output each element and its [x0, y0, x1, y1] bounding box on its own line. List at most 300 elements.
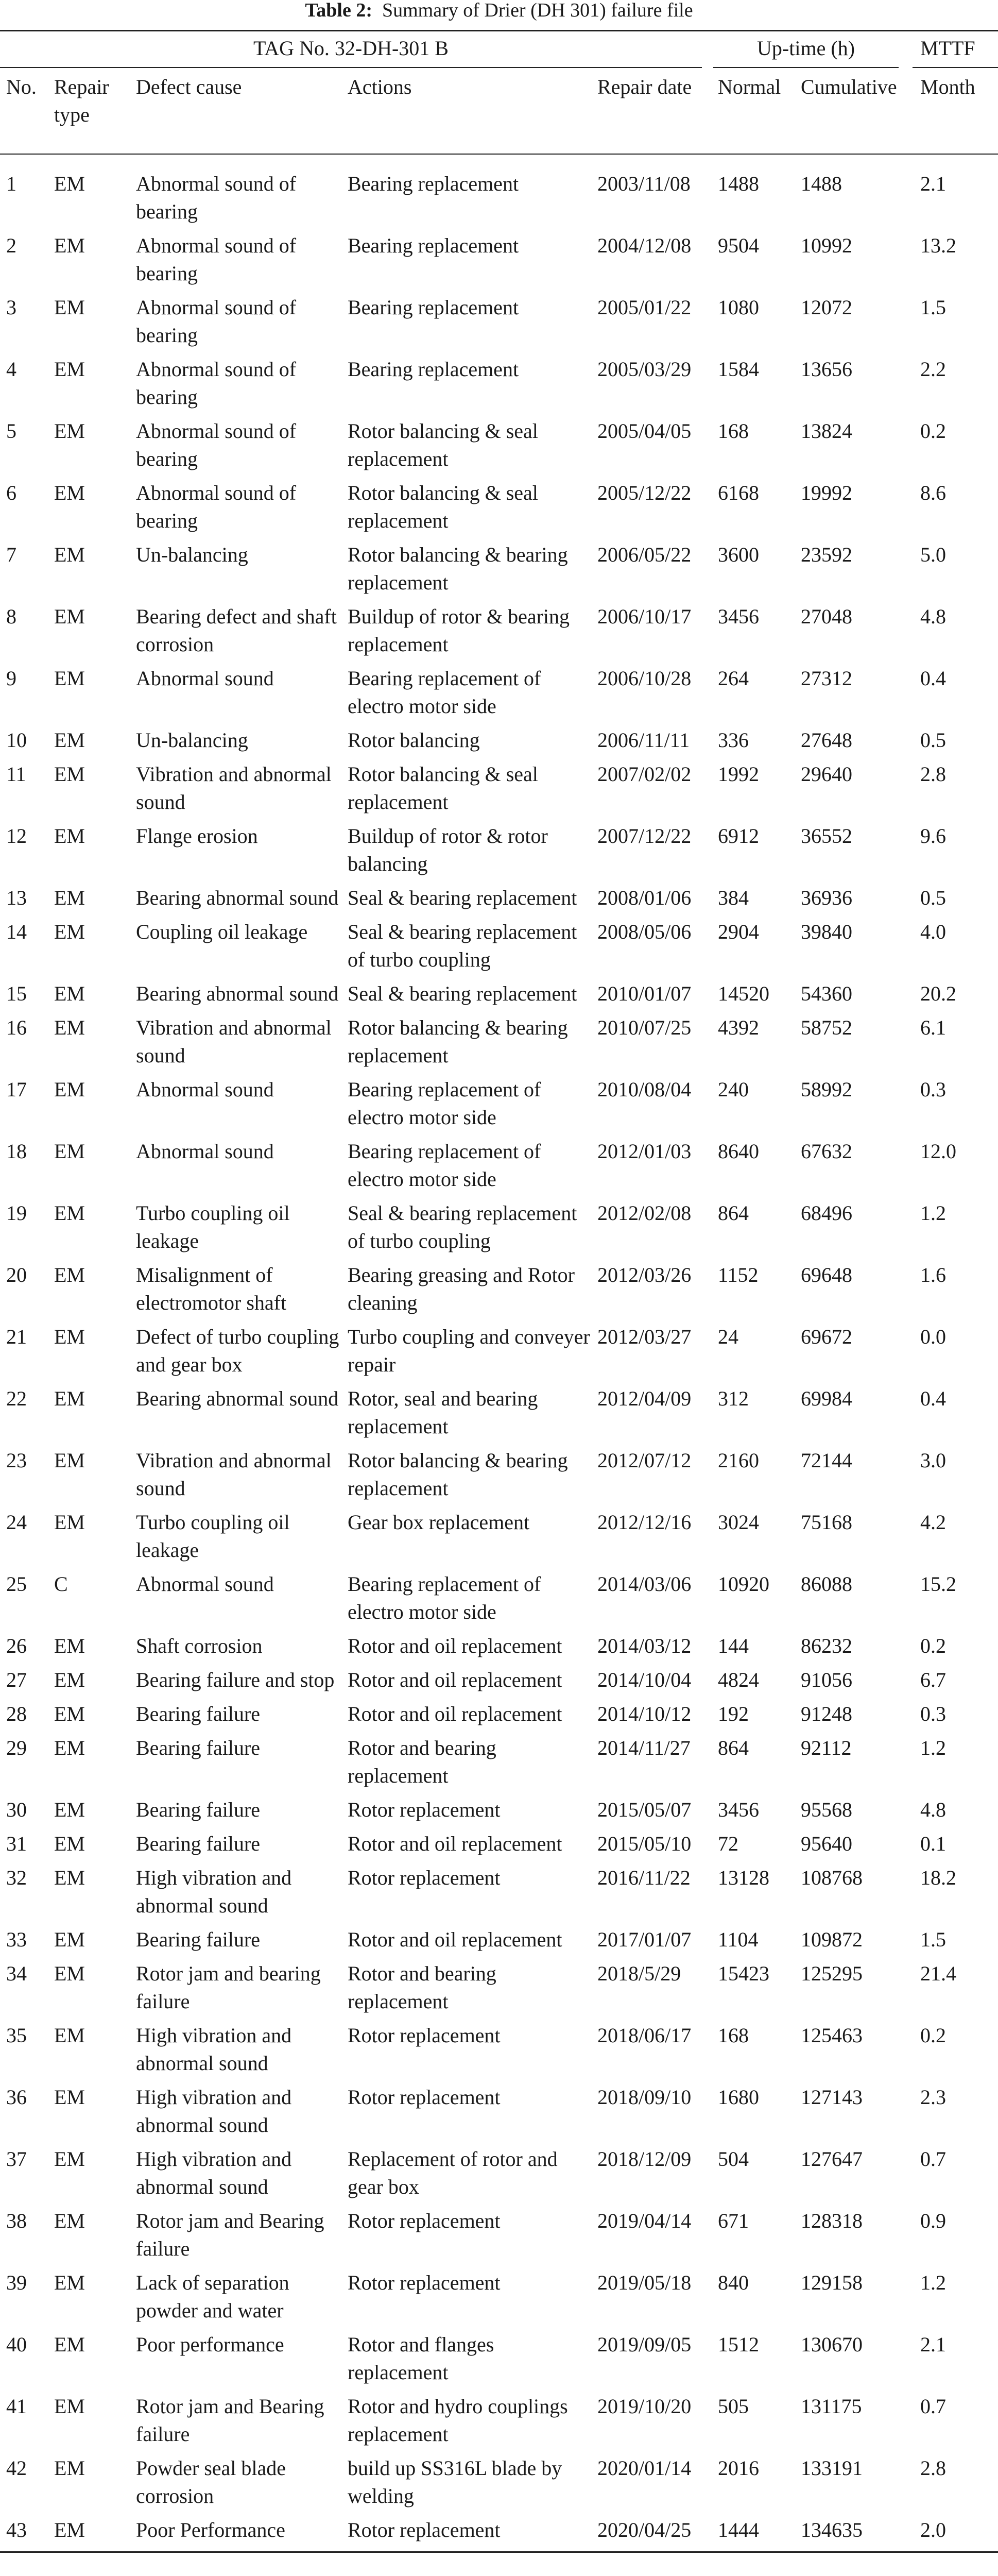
cell-repair-type: EM	[54, 296, 85, 319]
cell-actions: Rotor and oil replacement	[348, 1634, 562, 1657]
table-row	[0, 726, 998, 760]
cell-repair-date: 2012/12/16	[597, 1511, 692, 1534]
cell-repair-date: 2008/05/06	[597, 920, 692, 943]
cell-cumulative: 92112	[801, 1736, 852, 1759]
table-row	[0, 294, 998, 355]
cell-actions: Bearing replacement	[348, 172, 519, 195]
cell-actions: Rotor and bearing replacement	[348, 1962, 496, 2013]
cell-repair-date: 2020/04/25	[597, 2518, 692, 2541]
cell-cumulative: 12072	[801, 296, 852, 319]
cell-repair-date: 2005/04/05	[597, 419, 692, 443]
cell-mttf: 2.1	[920, 2333, 946, 2356]
cell-defect-cause: Rotor jam and Bearing failure	[136, 2209, 324, 2260]
cell-repair-date: 2014/03/06	[597, 1572, 692, 1596]
cell-actions: Gear box replacement	[348, 1511, 530, 1534]
cell-normal: 384	[718, 886, 749, 909]
cell-repair-date: 2019/10/20	[597, 2395, 692, 2418]
cell-defect-cause: Poor performance	[136, 2333, 284, 2356]
cell-normal: 2160	[718, 1449, 759, 1472]
cell-cumulative: 91056	[801, 1668, 852, 1691]
table-row	[0, 1199, 998, 1261]
cell-actions: Seal & bearing replacement	[348, 886, 577, 909]
cell-normal: 4824	[718, 1668, 759, 1691]
cell-repair-date: 2014/10/04	[597, 1668, 692, 1691]
cell-cumulative: 19992	[801, 481, 852, 504]
cell-normal: 10920	[718, 1572, 769, 1596]
cell-no: 3	[6, 296, 16, 319]
cell-normal: 72	[718, 1832, 738, 1855]
cell-no: 12	[6, 824, 27, 848]
cell-actions: Rotor and oil replacement	[348, 1702, 562, 1725]
cell-normal: 671	[718, 2209, 749, 2232]
cell-no: 4	[6, 358, 16, 381]
cell-cumulative: 95568	[801, 1798, 852, 1821]
cell-cumulative: 36552	[801, 824, 852, 848]
cell-normal: 144	[718, 1634, 749, 1657]
cell-no: 33	[6, 1928, 27, 1951]
cell-no: 22	[6, 1387, 27, 1410]
cell-mttf: 1.5	[920, 296, 946, 319]
cell-mttf: 0.4	[920, 667, 946, 690]
tag-header: TAG No. 32-DH-301 B	[253, 37, 449, 60]
cell-repair-type: EM	[54, 1736, 85, 1759]
cell-actions: Bearing replacement	[348, 358, 519, 381]
table-row	[0, 2393, 998, 2454]
cell-repair-date: 2015/05/07	[597, 1798, 692, 1821]
cell-normal: 2904	[718, 920, 759, 943]
cell-normal: 24	[718, 1325, 738, 1348]
cell-defect-cause: Abnormal sound of bearing	[136, 234, 297, 285]
cell-cumulative: 27648	[801, 728, 852, 752]
cell-defect-cause: Turbo coupling oil leakage	[136, 1201, 290, 1252]
cell-repair-type: EM	[54, 1866, 85, 1889]
cell-normal: 864	[718, 1201, 749, 1225]
cell-mttf: 4.0	[920, 920, 946, 943]
cell-normal: 264	[718, 667, 749, 690]
table-row	[0, 1700, 998, 1734]
cell-normal: 2016	[718, 2456, 759, 2480]
cell-repair-type: EM	[54, 762, 85, 786]
col-header-normal: Normal	[718, 75, 781, 98]
cell-mttf: 3.0	[920, 1449, 946, 1472]
table-top-rule	[0, 30, 998, 31]
cell-mttf: 8.6	[920, 481, 946, 504]
cell-defect-cause: Un-balancing	[136, 543, 248, 566]
cell-cumulative: 130670	[801, 2333, 863, 2356]
cell-no: 28	[6, 1702, 27, 1725]
cell-defect-cause: Abnormal sound of bearing	[136, 419, 297, 470]
cell-mttf: 1.2	[920, 2271, 946, 2294]
cell-repair-type: EM	[54, 667, 85, 690]
cell-actions: Rotor replacement	[348, 2024, 501, 2047]
cell-actions: Rotor replacement	[348, 2271, 501, 2294]
cell-repair-type: EM	[54, 920, 85, 943]
cell-no: 21	[6, 1325, 27, 1348]
cell-no: 32	[6, 1866, 27, 1889]
cell-mttf: 0.3	[920, 1078, 946, 1101]
table-row	[0, 2022, 998, 2083]
cell-mttf: 5.0	[920, 543, 946, 566]
cell-mttf: 0.7	[920, 2147, 946, 2171]
col-header-month: Month	[920, 75, 975, 98]
cell-repair-type: EM	[54, 172, 85, 195]
cell-repair-date: 2014/11/27	[597, 1736, 691, 1759]
cell-repair-type: EM	[54, 358, 85, 381]
cell-actions: Bearing greasing and Rotor cleaning	[348, 1263, 575, 1314]
cell-cumulative: 10992	[801, 234, 852, 257]
cell-repair-date: 2012/07/12	[597, 1449, 692, 1472]
caption-text: Summary of Drier (DH 301) failure file	[382, 0, 693, 21]
cell-repair-date: 2019/04/14	[597, 2209, 692, 2232]
cell-mttf: 0.4	[920, 1387, 946, 1410]
table-row	[0, 918, 998, 980]
cell-mttf: 2.1	[920, 172, 946, 195]
table-row	[0, 2331, 998, 2393]
cell-defect-cause: Vibration and abnormal sound	[136, 1016, 332, 1067]
cell-repair-date: 2012/04/09	[597, 1387, 692, 1410]
cell-repair-date: 2010/01/07	[597, 982, 692, 1005]
cell-defect-cause: Bearing failure	[136, 1702, 260, 1725]
cell-cumulative: 36936	[801, 886, 852, 909]
cell-actions: Rotor and oil replacement	[348, 1928, 562, 1951]
cell-repair-date: 2015/05/10	[597, 1832, 692, 1855]
cell-actions: Seal & bearing replacement of turbo coupling	[348, 1201, 577, 1252]
table-row	[0, 1926, 998, 1960]
cell-repair-type: EM	[54, 886, 85, 909]
cell-cumulative: 125295	[801, 1962, 863, 1985]
cell-repair-type: EM	[54, 1668, 85, 1691]
col-header-repair-date: Repair date	[597, 75, 692, 98]
cell-repair-type: EM	[54, 2395, 85, 2418]
cell-cumulative: 91248	[801, 1702, 852, 1725]
cell-normal: 840	[718, 2271, 749, 2294]
table-row	[0, 1323, 998, 1385]
cell-no: 1	[6, 172, 16, 195]
cell-no: 25	[6, 1572, 27, 1596]
cell-no: 20	[6, 1263, 27, 1286]
cell-repair-date: 2016/11/22	[597, 1866, 691, 1889]
cell-repair-date: 2019/05/18	[597, 2271, 692, 2294]
cell-defect-cause: Lack of separation powder and water	[136, 2271, 289, 2322]
cell-repair-type: EM	[54, 1798, 85, 1821]
cell-no: 37	[6, 2147, 27, 2171]
cell-normal: 3600	[718, 543, 759, 566]
cell-repair-type: C	[54, 1572, 68, 1596]
cell-repair-date: 2005/12/22	[597, 481, 692, 504]
cell-normal: 336	[718, 728, 749, 752]
cell-actions: Rotor replacement	[348, 1798, 501, 1821]
cell-actions: Bearing replacement of electro motor side	[348, 1572, 541, 1623]
cell-actions: Seal & bearing replacement of turbo coupling	[348, 920, 577, 971]
table-row	[0, 1830, 998, 1864]
cell-repair-date: 2007/12/22	[597, 824, 692, 848]
cell-defect-cause: Misalignment of electromotor shaft	[136, 1263, 287, 1314]
cell-mttf: 4.8	[920, 605, 946, 628]
cell-normal: 505	[718, 2395, 749, 2418]
cell-normal: 3456	[718, 605, 759, 628]
cell-cumulative: 39840	[801, 920, 852, 943]
cell-defect-cause: Abnormal sound of bearing	[136, 358, 297, 409]
cell-repair-type: EM	[54, 1449, 85, 1472]
table-row	[0, 1796, 998, 1830]
cell-no: 17	[6, 1078, 27, 1101]
cell-cumulative: 27312	[801, 667, 852, 690]
cell-mttf: 0.7	[920, 2395, 946, 2418]
table-row	[0, 2207, 998, 2269]
cell-no: 2	[6, 234, 16, 257]
cell-repair-date: 2004/12/08	[597, 234, 692, 257]
cell-repair-date: 2007/02/02	[597, 762, 692, 786]
cell-defect-cause: Turbo coupling oil leakage	[136, 1511, 290, 1562]
cell-cumulative: 134635	[801, 2518, 863, 2541]
cell-defect-cause: Bearing failure	[136, 1832, 260, 1855]
cell-no: 16	[6, 1016, 27, 1039]
cell-defect-cause: Vibration and abnormal sound	[136, 762, 332, 814]
cell-cumulative: 69648	[801, 1263, 852, 1286]
cell-normal: 6912	[718, 824, 759, 848]
cell-cumulative: 95640	[801, 1832, 852, 1855]
cell-cumulative: 86232	[801, 1634, 852, 1657]
cell-no: 29	[6, 1736, 27, 1759]
cell-repair-date: 2012/03/27	[597, 1325, 692, 1348]
cell-cumulative: 72144	[801, 1449, 852, 1472]
cell-no: 38	[6, 2209, 27, 2232]
cell-actions: Rotor and oil replacement	[348, 1832, 562, 1855]
cell-no: 8	[6, 605, 16, 628]
cell-repair-date: 2018/12/09	[597, 2147, 692, 2171]
cell-repair-type: EM	[54, 1016, 85, 1039]
cell-repair-date: 2012/01/03	[597, 1140, 692, 1163]
cell-mttf: 6.7	[920, 1668, 946, 1691]
cell-repair-type: EM	[54, 824, 85, 848]
cell-actions: Bearing replacement of electro motor side	[348, 1078, 541, 1129]
uptime-group-header: Up-time (h)	[757, 37, 855, 60]
cell-no: 24	[6, 1511, 27, 1534]
cell-repair-date: 2014/10/12	[597, 1702, 692, 1725]
table-row	[0, 665, 998, 726]
cell-normal: 1152	[718, 1263, 759, 1286]
cell-repair-type: EM	[54, 234, 85, 257]
cell-repair-date: 2018/5/29	[597, 1962, 681, 1985]
table-row	[0, 541, 998, 603]
table-row	[0, 1864, 998, 1926]
cell-mttf: 2.0	[920, 2518, 946, 2541]
cell-mttf: 0.1	[920, 1832, 946, 1855]
table-row	[0, 1570, 998, 1632]
cell-defect-cause: Abnormal sound	[136, 1078, 274, 1101]
cell-actions: Rotor and hydro couplings replacement	[348, 2395, 568, 2446]
cell-actions: Bearing replacement of electro motor side	[348, 1140, 541, 1191]
cell-actions: Rotor balancing & seal replacement	[348, 762, 538, 814]
cell-repair-type: EM	[54, 419, 85, 443]
cell-repair-type: EM	[54, 1078, 85, 1101]
table-row	[0, 1014, 998, 1076]
cell-no: 40	[6, 2333, 27, 2356]
mttf-underline	[913, 67, 998, 68]
cell-defect-cause: Abnormal sound	[136, 1572, 274, 1596]
cell-repair-type: EM	[54, 2271, 85, 2294]
cell-defect-cause: High vibration and abnormal sound	[136, 2086, 292, 2137]
table-row	[0, 884, 998, 918]
cell-repair-type: EM	[54, 2086, 85, 2109]
cell-cumulative: 131175	[801, 2395, 862, 2418]
cell-cumulative: 69672	[801, 1325, 852, 1348]
cell-no: 10	[6, 728, 27, 752]
cell-cumulative: 128318	[801, 2209, 863, 2232]
cell-no: 41	[6, 2395, 27, 2418]
cell-mttf: 2.8	[920, 2456, 946, 2480]
cell-repair-type: EM	[54, 1928, 85, 1951]
cell-normal: 1444	[718, 2518, 759, 2541]
cell-repair-type: EM	[54, 1511, 85, 1534]
cell-normal: 13128	[718, 1866, 769, 1889]
cell-defect-cause: Bearing abnormal sound	[136, 886, 339, 909]
col-header-cumulative: Cumulative	[801, 75, 897, 98]
cell-cumulative: 129158	[801, 2271, 863, 2294]
col-header-actions: Actions	[348, 75, 412, 98]
cell-defect-cause: Bearing defect and shaft corrosion	[136, 605, 337, 656]
cell-repair-type: EM	[54, 1962, 85, 1985]
cell-repair-type: EM	[54, 2518, 85, 2541]
cell-repair-date: 2012/02/08	[597, 1201, 692, 1225]
cell-normal: 240	[718, 1078, 749, 1101]
cell-no: 7	[6, 543, 16, 566]
cell-repair-date: 2010/07/25	[597, 1016, 692, 1039]
cell-cumulative: 133191	[801, 2456, 863, 2480]
table-row	[0, 822, 998, 884]
cell-actions: Turbo coupling and conveyer repair	[348, 1325, 590, 1376]
cell-normal: 4392	[718, 1016, 759, 1039]
cell-defect-cause: Bearing failure and stop	[136, 1668, 335, 1691]
table-row	[0, 2516, 998, 2550]
cell-repair-date: 2008/01/06	[597, 886, 692, 909]
cell-normal: 1104	[718, 1928, 759, 1951]
cell-repair-type: EM	[54, 481, 85, 504]
cell-mttf: 2.3	[920, 2086, 946, 2109]
cell-repair-date: 2006/11/11	[597, 728, 690, 752]
cell-cumulative: 125463	[801, 2024, 863, 2047]
table-row	[0, 355, 998, 417]
table-row	[0, 2269, 998, 2331]
cell-no: 34	[6, 1962, 27, 1985]
cell-defect-cause: Abnormal sound	[136, 1140, 274, 1163]
cell-repair-type: EM	[54, 2456, 85, 2480]
cell-no: 6	[6, 481, 16, 504]
cell-repair-type: EM	[54, 2333, 85, 2356]
cell-actions: Rotor balancing & seal replacement	[348, 419, 538, 470]
table-caption	[0, 0, 998, 30]
cell-normal: 1584	[718, 358, 759, 381]
table-row	[0, 1447, 998, 1509]
cell-no: 42	[6, 2456, 27, 2480]
tag-underline	[0, 67, 702, 68]
cell-actions: Rotor and bearing replacement	[348, 1736, 496, 1787]
cell-cumulative: 54360	[801, 982, 852, 1005]
cell-no: 9	[6, 667, 16, 690]
table-row	[0, 1261, 998, 1323]
cell-no: 39	[6, 2271, 27, 2294]
cell-cumulative: 13824	[801, 419, 852, 443]
cell-no: 36	[6, 2086, 27, 2109]
cell-repair-type: EM	[54, 2024, 85, 2047]
cell-actions: Seal & bearing replacement	[348, 982, 577, 1005]
cell-defect-cause: Abnormal sound of bearing	[136, 172, 297, 223]
cell-defect-cause: Defect of turbo coupling and gear box	[136, 1325, 339, 1376]
cell-mttf: 4.8	[920, 1798, 946, 1821]
cell-actions: Bearing replacement	[348, 296, 519, 319]
cell-repair-type: EM	[54, 1325, 85, 1348]
cell-defect-cause: Bearing failure	[136, 1928, 260, 1951]
cell-mttf: 15.2	[920, 1572, 956, 1596]
cell-cumulative: 109872	[801, 1928, 863, 1951]
cell-no: 30	[6, 1798, 27, 1821]
cell-actions: Bearing replacement	[348, 234, 519, 257]
cell-defect-cause: Un-balancing	[136, 728, 248, 752]
cell-repair-date: 2020/01/14	[597, 2456, 692, 2480]
table-row	[0, 1632, 998, 1666]
table-row	[0, 2083, 998, 2145]
cell-mttf: 1.2	[920, 1201, 946, 1225]
caption-label: Table 2:	[305, 0, 372, 21]
cell-actions: Rotor and oil replacement	[348, 1668, 562, 1691]
cell-cumulative: 58992	[801, 1078, 852, 1101]
cell-cumulative: 23592	[801, 543, 852, 566]
cell-repair-date: 2012/03/26	[597, 1263, 692, 1286]
cell-repair-type: EM	[54, 1634, 85, 1657]
cell-defect-cause: Bearing failure	[136, 1798, 260, 1821]
cell-normal: 14520	[718, 982, 769, 1005]
cell-mttf: 1.5	[920, 1928, 946, 1951]
cell-cumulative: 127647	[801, 2147, 863, 2171]
cell-repair-type: EM	[54, 1263, 85, 1286]
cell-no: 15	[6, 982, 27, 1005]
cell-no: 13	[6, 886, 27, 909]
cell-actions: Rotor replacement	[348, 2086, 501, 2109]
cell-mttf: 1.6	[920, 1263, 946, 1286]
cell-normal: 8640	[718, 1140, 759, 1163]
uptime-underline	[713, 67, 899, 68]
cell-normal: 3024	[718, 1511, 759, 1534]
cell-actions: build up SS316L blade by welding	[348, 2456, 562, 2507]
cell-normal: 1680	[718, 2086, 759, 2109]
cell-normal: 6168	[718, 481, 759, 504]
table-row	[0, 1734, 998, 1796]
cell-cumulative: 86088	[801, 1572, 852, 1596]
cell-actions: Rotor balancing	[348, 728, 480, 752]
cell-normal: 168	[718, 419, 749, 443]
cell-actions: Rotor, seal and bearing replacement	[348, 1387, 538, 1438]
cell-defect-cause: Abnormal sound	[136, 667, 274, 690]
cell-repair-type: EM	[54, 605, 85, 628]
cell-repair-type: EM	[54, 1201, 85, 1225]
cell-actions: Buildup of rotor & rotor balancing	[348, 824, 548, 875]
cell-cumulative: 29640	[801, 762, 852, 786]
table-row	[0, 1138, 998, 1199]
cell-normal: 312	[718, 1387, 749, 1410]
cell-cumulative: 108768	[801, 1866, 863, 1889]
cell-repair-date: 2006/10/28	[597, 667, 692, 690]
cell-normal: 1512	[718, 2333, 759, 2356]
cell-actions: Buildup of rotor & bearing replacement	[348, 605, 570, 656]
cell-repair-type: EM	[54, 1140, 85, 1163]
cell-no: 31	[6, 1832, 27, 1855]
table-row	[0, 980, 998, 1014]
cell-normal: 1992	[718, 762, 759, 786]
cell-no: 5	[6, 419, 16, 443]
cell-defect-cause: Rotor jam and Bearing failure	[136, 2395, 324, 2446]
cell-defect-cause: Bearing abnormal sound	[136, 1387, 339, 1410]
cell-no: 18	[6, 1140, 27, 1163]
